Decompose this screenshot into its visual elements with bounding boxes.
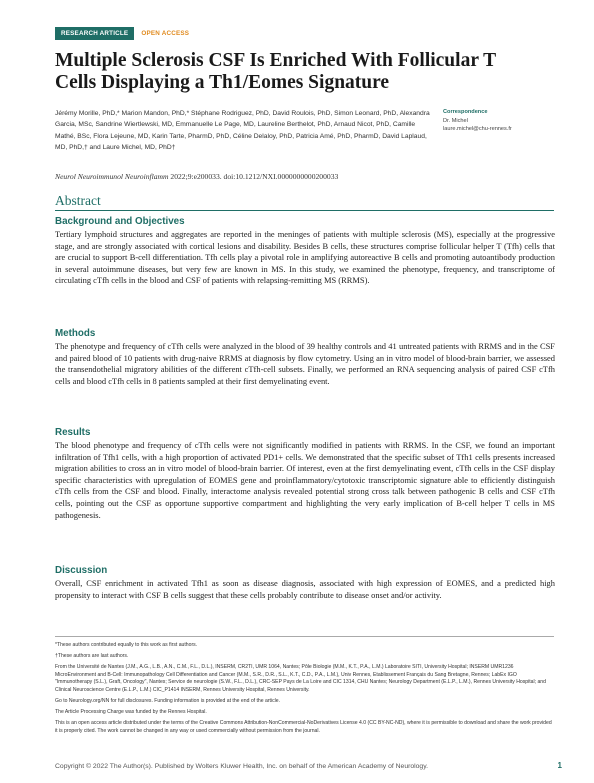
citation-details[interactable]: 2022;9:e200033. doi:10.1212/NXI.0000000000200033 [170,172,339,181]
section-background [55,216,555,287]
abstract-heading: Abstract [55,193,101,208]
section-text: Tertiary lymphoid structures and aggregates are reported in the meninges of patients with multiple sclerosis (MS), especially at the progressive stage, and are strongly associated with cortical lesions and disability. Besides B cells, these structures comprise follicular helper T (Tfh) cells that are crucial to support B-cell differentiation. Tfh cells play a pivotal role in amplifying autoreactive B cells and promoting autoantibody production in several autoimmune diseases, but very few are known in MS. In this study, we examined the phenotype, frequency, and transcriptome of circulating cTfh cells in the blood and CSF of patients with relapsing-remitting MS (RRMS). [55,229,555,286]
section-heading: Results [55,427,91,438]
section-text: The phenotype and frequency of cTfh cells were analyzed in the blood of 39 healthy controls and 41 untreated patients with RRMS and in the CSF and paired blood of 10 patients with drug-naive RRMS at diagnosis by flow cytometry. Using an in vitro model of blood-brain barrier, we assessed the transendothelial migratory abilities of the different cTfh-cell subsets. Finally, we performed an RNA sequencing analysis of paired CSF cTfh cells and blood cTfh cells in 8 patients sampled at their first demyelinating event. [55,341,555,386]
section-discussion [55,565,555,601]
footnote: †These authors are last authors. [55,653,129,660]
article-title: Multiple Sclerosis CSF Is Enriched With Follicular T Cells Displaying a Th1/Eomes Signature [55,50,496,93]
open-access-badge: OPEN ACCESS [141,30,190,37]
footnote: From the Université de Nantes (J.M., A.G., L.B., A.N., C.M., F.L., D.L.), INSERM, CR2TI, UMR 1064, Nantes; Pôle Biologie (M.M., K.T., P.A., L.M.) Laboratoire SITI, University Hospital; INSERM UMR1236 MicroEnvironment and B-Cell: Immunopathology Cell Differentiation and Cancer (M.M., S.R., D.R., S.L., K.T., C.D., P.A., L.M.), Univ Rennes, Etablissement Français du Sang Bretagne, Rennes; LabEx IGO "Immunotherapy (S.L.), Graft, Oncology", Nantes; Service de neurologie (S.W., F.L., D.L.), CRC-SEP Pays de La Loire and CIC 1314, CHU Nantes; Neurology Department (E.L.P., L.M.), Rennes University Hospital; and Clinical Neuroscience Centre (E.L.P., L.M.) CIC_P1414 INSERM, Rennes University Hospital, Rennes University. [55,664,546,693]
footnotes [55,642,555,739]
correspondence-block [443,108,553,134]
correspondence-name: Dr. Michel [443,117,468,124]
section-heading: Methods [55,328,96,339]
section-text: The blood phenotype and frequency of cTfh cells were not significantly modified in patients with RRMS. In the CSF, we found an important infiltration of Tfh1 cells, with a high proportion of activated PD1+ cells. We demonstrated that the specific subset of Tfh1 cells presents increased migration abilities to cross an in vitro model of blood-brain barrier. Of interest, even at the first demyelinating event, cTfh cells in the CSF display specific characteristics with upregulation of EOMES gene and proinflammatory/cytotoxic transcriptomic signature able to efficiently distinguish cTfh cells from the CSF and blood. Finally, interactome analysis revealed potential strong cross talk between pathogenic B cells and CSF cTfh cells, pointing out the CSF as opportune supportive compartment and highlighting the very early implication of B-cell helper T cells in MS pathogenesis. [55,440,555,520]
footnote: Go to Neurology.org/NN for full disclosures. Funding information is provided at the end of the article. [55,698,280,705]
section-results [55,427,555,521]
page-number: 1 [557,761,562,770]
section-methods [55,328,555,387]
footnote-divider [55,636,554,637]
section-heading: Background and Objectives [55,216,185,227]
correspondence-heading: Correspondence [443,109,488,115]
journal-name: Neurol Neuroimmunol Neuroinflamm [55,172,169,181]
author-list: Jérémy Morille, PhD,* Marion Mandon, PhD,* Stéphane Rodriguez, PhD, David Roulois, PhD, Simon Leonard, PhD, Alexandra Garcia, MSc, Sandrine Wiertlewski, MD, Emmanuelle Le Page, MD, Laureline Berthelot, PhD, Arnaud Nicot, PhD, Camille Mathé, BSc, Flora Lejeune, MD, Karin Tarte, PharmD, PhD, Céline Delaloy, PhD, Patricia Amé, PhD, PharmD, David Laplaud, MD, PhD,† and Laure Michel, MD, PhD† [55,110,430,151]
copyright-line: Copyright © 2022 The Author(s). Published by Wolters Kluwer Health, Inc. on behalf of the American Academy of Neurology. [55,763,428,770]
research-article-badge: RESEARCH ARTICLE [55,27,134,40]
citation-line [55,172,535,181]
section-text: Overall, CSF enrichment in activated Tfh1 as soon as disease diagnosis, associated with high expression of EOMES, and a predicted high propensity to interact with CSF B cells suggest that these cells probably contribute to disease onset and/or activity. [55,578,555,600]
abstract-divider [55,210,554,211]
section-heading: Discussion [55,565,108,576]
footnote: *These authors contributed equally to this work as first authors. [55,642,198,648]
article-tags [55,27,189,40]
footnote: The Article Processing Charge was funded by the Rennes Hospital. [55,709,207,716]
correspondence-email[interactable]: laure.michel@chu-rennes.fr [443,126,512,132]
footnote: This is an open access article distributed under the terms of the Creative Commons Attribution-NonCommercial-NoDerivatives License 4.0 (CC BY-NC-ND), where it is permissible to download and share the work provided it is properly cited. The work cannot be changed in any way or used commercially without permission from the journal. [55,720,552,734]
